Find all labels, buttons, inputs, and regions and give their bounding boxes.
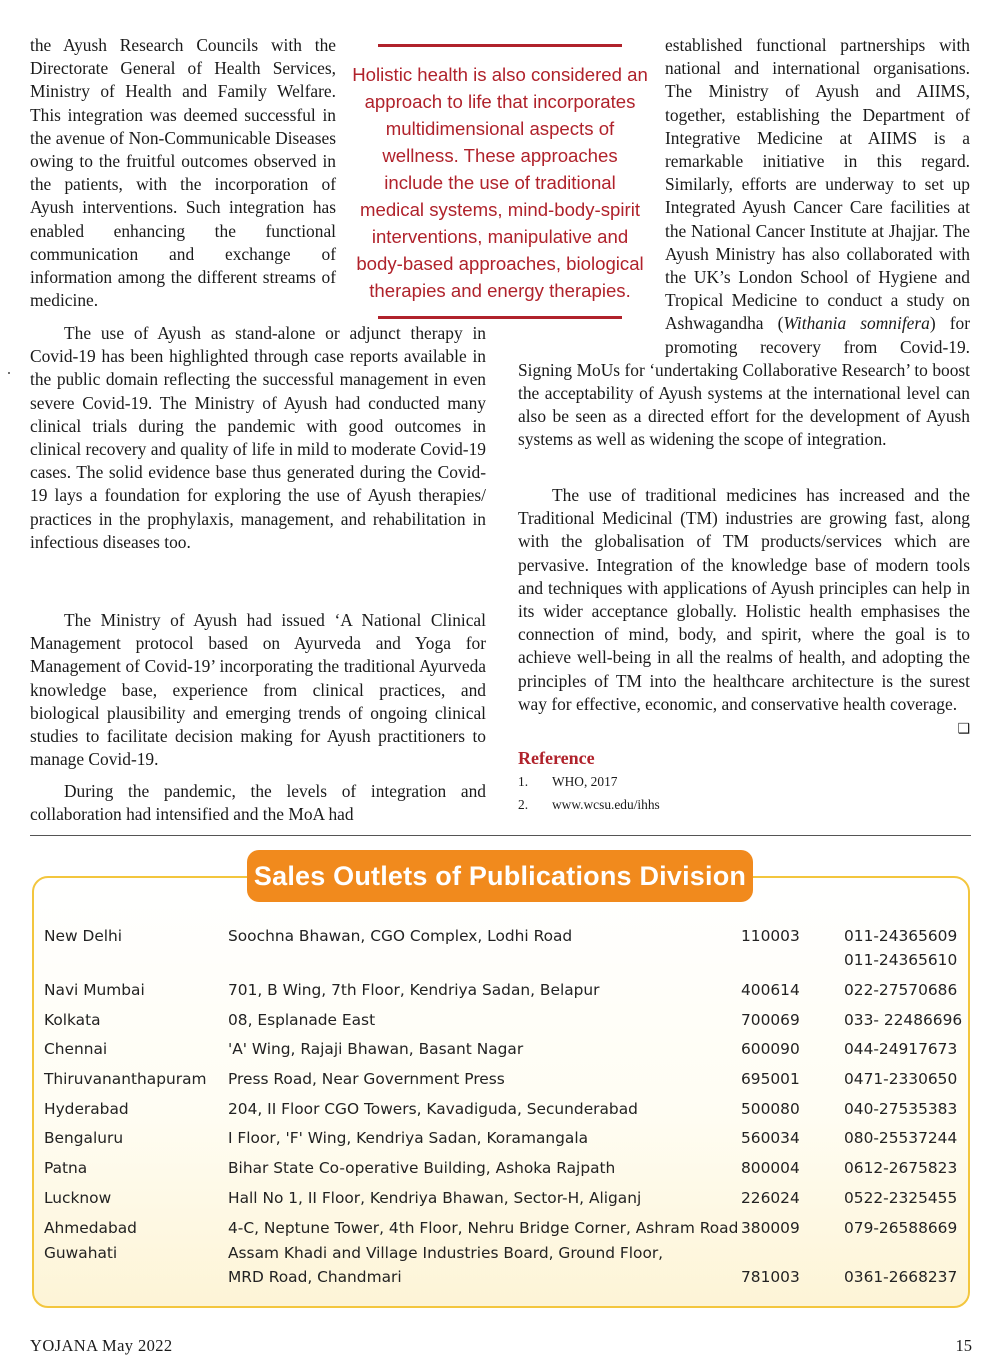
article-paragraph-5 [518,34,970,452]
outlet-row [44,1126,964,1156]
outlet-address: 701, B Wing, 7th Floor, Kendriya Sadan, Belapur [228,981,600,999]
outlet-phone: 033- 22486696 [844,1010,963,1029]
outlet-row [44,1037,964,1067]
outlet-address: I Floor, 'F' Wing, Kendriya Sadan, Koramangala [228,1129,589,1148]
outlet-row [44,1156,964,1186]
outlet-phone: 011-24365609 [844,927,958,945]
outlet-pincode: 400614 [741,981,800,999]
outlet-city: Hyderabad [44,1099,129,1118]
article-paragraph-5-text-a: established functional partnerships with national and international organisations. The Ministry of Ayush and AIIMS, together, establishing the Department of Integrative Medicine at AIIMS is a remarkable initiative in this regard. Similarly, efforts are underway to set up Integrated Ayush Cancer Care facilities at the National Cancer Institute at Jhajjar. The Ayush Ministry has also collaborated with the UK’s London School of Hygiene and Tropical Medicine to conduct a study on Ashwagandha ( [665,35,970,334]
outlet-pincode: 800004 [741,1159,800,1178]
outlet-pincode: 700069 [741,1010,800,1029]
outlet-city: Bengaluru [44,1129,124,1148]
outlet-phone: 022-27570686 [844,981,958,999]
outlet-city: New Delhi [44,927,123,945]
reference-item [518,774,818,797]
outlet-pincode: 560034 [741,1129,800,1148]
outlet-address: 08, Esplanade East [228,1010,376,1029]
article-paragraph-5-text-b: ) for promoting recovery from Covid-19. Signing MoUs for ‘undertaking Collaborative Research’ to boost the acceptability of Ayush systems at the international level can also be seen as a directed effort for the development of Ayush systems as well as widening the scope of integration. [518,313,970,450]
end-of-article-icon: ❑ [957,721,970,738]
reference-item [518,797,818,820]
outlet-city: Chennai [44,1040,108,1059]
outlet-address: Hall No 1, II Floor, Kendriya Bhawan, Sector-H, Aliganj [228,1188,642,1207]
article-paragraph-6-text: The use of traditional medicines has increased and the Traditional Medicinal (TM) industries are growing fast, along with the globalisation of TM products/services which are pervasive. Integration of the knowledge base of modern tools and techniques with applications of Ayush principles can help in its wider acceptance globally. Holistic health emphasises the connection of mind, body, and spirit, where the goal is to achieve well-being in all the realms of health, and adopting the principles of TM into the healthcare architecture is the surest way for effective, economic, and conservative health coverage. [518,485,970,714]
reference-text: WHO, 2017 [552,774,618,789]
outlet-city: Lucknow [44,1188,112,1207]
sales-outlets-table [44,924,964,1295]
outlet-pincode: 380009 [741,1218,800,1237]
pull-quote-wrap-spacer [518,34,665,358]
outlet-row [44,924,964,978]
outlet-phone: 040-27535383 [844,1099,958,1118]
pull-quote-text: Holistic health is also considered an approach to life that incorporates multidimensional aspects of wellness. These approaches include the use of traditional medical systems, mind-body-spirit interventions, manipulative and body-based approaches, biological therapies and energy therapies. [352,64,648,301]
sales-outlets-title: Sales Outlets of Publications Division [247,850,753,902]
reference-text: www.wcsu.edu/ihhs [552,797,660,812]
outlet-phone: 0471-2330650 [844,1070,958,1089]
outlet-phone: 080-25537244 [844,1129,958,1148]
outlet-city: Guwahati [44,1243,118,1262]
outlet-phone: 044-24917673 [844,1040,958,1059]
outlet-city: Kolkata [44,1010,101,1029]
outlet-pincode: 781003 [741,1267,800,1286]
outlet-address: Press Road, Near Government Press [228,1070,505,1089]
outlet-row [44,1186,964,1216]
page-number: 15 [955,1336,972,1355]
outlet-pincode: 695001 [741,1070,800,1089]
section-divider [30,835,971,836]
article-paragraph-2: The use of Ayush as stand-alone or adjunct therapy in Covid-19 has been highlighted through case reports available in the public domain reflecting the successful management in even severe Covid-19. The Ministry of Ayush had conducted many clinical trials during the pandemic with good outcomes in clinical recovery and quality of life in mild to moderate Covid-19 cases. The solid evidence base thus generated during the Covid-19 lays a foundation for exploring the use of Ayush therapies/ practices in the prophylaxis, management, and rehabilitation in infectious diseases too. [30,323,486,552]
reference-list [518,774,818,820]
species-name: Withania somnifera [783,313,930,334]
article-paragraph-3: The Ministry of Ayush had issued ‘A National Clinical Management protocol based on Ayurveda and Yoga for Management of Covid-19’ incorporating the traditional Ayurveda knowledge base, experience from clinical practices, and biological plausibility and emerging trends of ongoing clinical studies to facilitate decision making for Ayush practitioners to manage Covid-19. [30,610,486,770]
outlet-address: 4-C, Neptune Tower, 4th Floor, Nehru Bridge Corner, Ashram Road [228,1218,739,1237]
outlet-phone: 0612-2675823 [844,1159,958,1178]
reference-heading: Reference [518,748,595,768]
outlet-pincode: 226024 [741,1188,800,1207]
outlet-phone: 0522-2325455 [844,1188,958,1207]
outlet-phone-2: 011-24365610 [844,951,958,969]
outlet-address-line-2: MRD Road, Chandmari [228,1267,402,1286]
article-paragraph-4: During the pandemic, the levels of integration and collaboration had intensified and the MoA had [30,781,486,825]
outlet-row [44,1008,964,1038]
outlet-city: Patna [44,1159,88,1178]
outlet-address: Soochna Bhawan, CGO Complex, Lodhi Road [228,927,573,945]
article-paragraph-6 [518,484,970,741]
outlet-city: Thiruvananthapuram [44,1070,207,1089]
stray-mark [8,372,10,374]
outlet-address: 204, II Floor CGO Towers, Kavadiguda, Secunderabad [228,1099,638,1118]
outlet-phone: 079-26588669 [844,1218,958,1237]
outlet-pincode: 110003 [741,927,800,945]
outlet-phone: 0361-2668237 [844,1267,958,1286]
outlet-row [44,1097,964,1127]
outlet-pincode: 500080 [741,1099,800,1118]
outlet-pincode: 600090 [741,1040,800,1059]
reference-number: 1. [518,774,529,789]
outlet-row [44,1216,964,1241]
article-paragraph-1: the Ayush Research Councils with the Directorate General of Health Services, Ministry of Health and Family Welfare. This integration was deemed successful in the avenue of Non-Communicable Diseases owing to the fruitful outcomes observed in the patients, with the incorporation of Ayush interventions. Such integration has enabled enhancing the functional communication and exchange of information among the different streams of medicine. [30,35,336,311]
outlet-row [44,978,964,1008]
outlet-row [44,1241,964,1295]
outlet-city: Ahmedabad [44,1218,137,1237]
outlet-address: 'A' Wing, Rajaji Bhawan, Basant Nagar [228,1040,524,1059]
magazine-issue: YOJANA May 2022 [30,1336,173,1355]
outlet-address: Assam Khadi and Village Industries Board, Ground Floor, [228,1243,664,1262]
outlet-address: Bihar State Co-operative Building, Ashoka Rajpath [228,1159,616,1178]
reference-number: 2. [518,797,529,812]
outlet-city: Navi Mumbai [44,981,145,999]
outlet-row [44,1067,964,1097]
